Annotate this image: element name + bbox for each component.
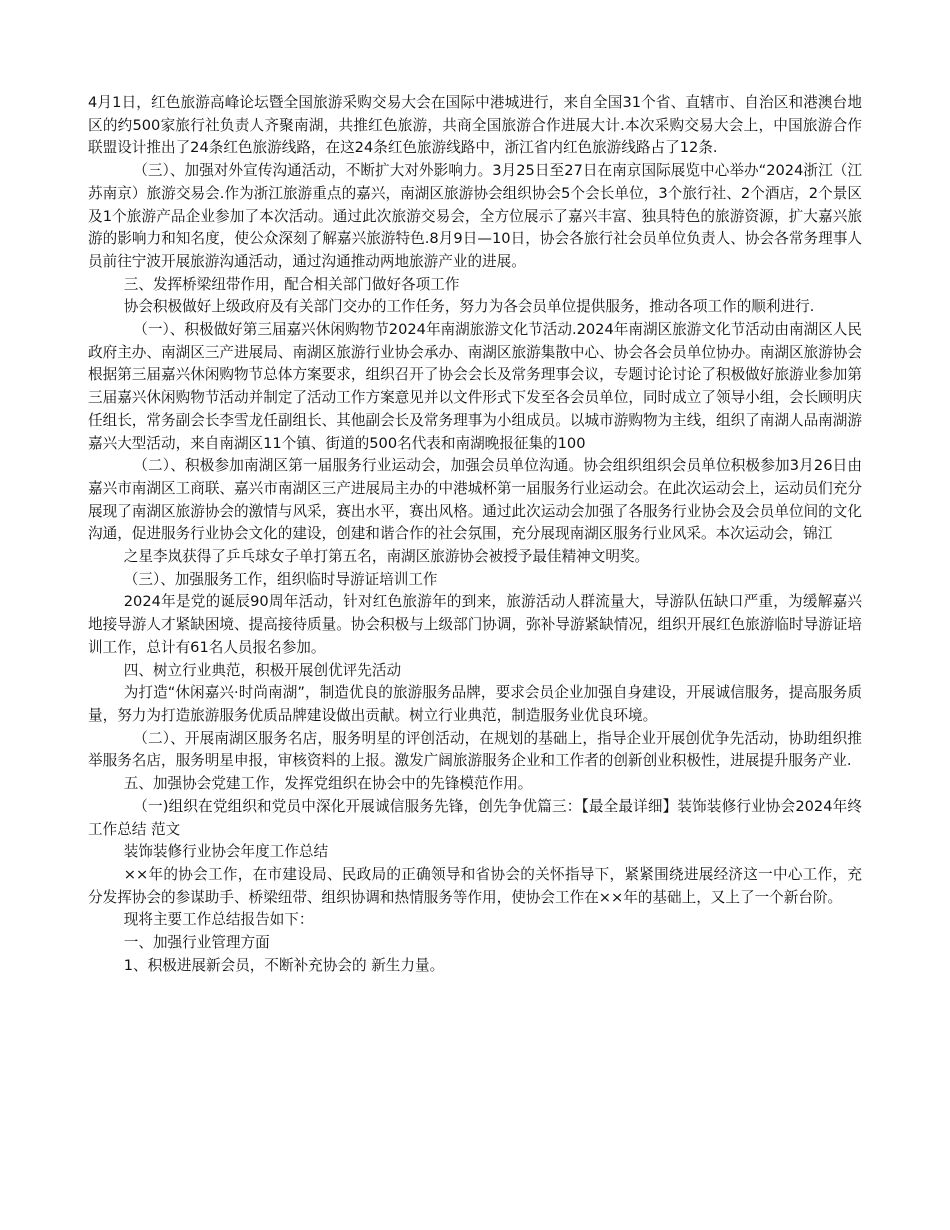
paragraph-association-work: ××年的协会工作，在市建设局、民政局的正确领导和省协会的关怀指导下，紧紧围绕进展经济这一中心工作，充分发挥协会的参谋助手、桥梁纽带、组织协调和热情服务等作用，使协会工作在××年的基础上，又上了一个新台阶。 [88, 865, 862, 906]
section-heading-industry-management: 一、加强行业管理方面 [123, 934, 270, 952]
section-heading-party-building: 五、加强协会党建工作，发挥党组织在协会中的先锋模范作用。 [123, 775, 533, 793]
section-heading-bridge-role: 三、发挥桥梁纽带作用，配合相关部门做好各项工作 [123, 275, 460, 293]
paragraph-service-brand: 为打造“休闲嘉兴·时尚南湖”，制造优良的旅游服务品牌，要求会员企业加强自身建设，开展诚信服务，提高服务质量，努力为打造旅游服务优质品牌建设做出贡献。树立行业典范，制造服务业优良环境。 [88, 684, 862, 724]
paragraph-purchase-conference: 4月1日，红色旅游高峰论坛暨全国旅游采购交易大会在国际中港城进行，来自全国31个省、直辖市、自治区和港澳台地区的约500家旅行社负责人齐聚南湖，共推红色旅游，共商全国旅游合作进展大计.本次采购交易大会上，中国旅游合作联盟设计推出了24条红色旅游线路，在这24条红色旅游线路中，浙江省内红色旅游线路占了12条. [88, 94, 862, 157]
paragraph-sports-games: （二）、积极参加南湖区第一届服务行业运动会，加强会员单位沟通。协会组织组织会员单位积极参加3月26日由嘉兴市南湖区工商联、嘉兴市南湖区三产进展局主办的中港城杯第一届服务行业运动会。在此次运动会上，运动员们充分展现了南湖区旅游协会的激情与风采，赛出水平，赛出风格。通过此次运动会加强了各服务行业协会及会员单位间的文化沟通，促进服务行业协会文化的建设，创建和谐合作的社会氛围，充分展现南湖区服务行业风采。本次运动会，锦江 [88, 457, 862, 543]
paragraph-integrity-service: （一)组织在党组织和党员中深化开展诚信服务先锋，创先争优篇三：【最全最详细】装饰装修行业协会2024年终工作总结 范文 [88, 797, 862, 838]
paragraph-report-intro: 现将主要工作总结报告如下： [123, 911, 314, 929]
paragraph-new-members: 1、积极进展新会员，不断补充协会的 新生力量。 [123, 956, 445, 974]
paragraph-award-result: 之星李岚获得了乒乓球女子单打第五名，南湖区旅游协会被授予最佳精神文明奖。 [123, 548, 650, 566]
paragraph-shopping-festival: （一）、积极做好第三届嘉兴休闲购物节2024年南湖旅游文化节活动.2024年南湖区旅游文化节活动由南湖区人民政府主办、南湖区三产进展局、南湖区旅游行业协会承办、南湖区旅游集散中心、协会各会员单位协办。南湖区旅游协会根据第三届嘉兴休闲购物节总体方案要求，组织召开了协会会长及常务理事会议，专题讨论讨论了积极做好旅游业参加第三届嘉兴休闲购物节活动并制定了活动工作方案意见并以文件形式下发至各会员单位，同时成立了领导小组，会长顾明庆任组长，常务副会长李雪龙任副组长、其他副会长及常务理事为小组成员。以城市游购物为主线，组织了南湖人品南湖游嘉兴大型活动，来自南湖区11个镇、街道的500名代表和南湖晚报征集的100 [88, 321, 862, 452]
paragraph-guide-training: 2024年是党的诞辰90周年活动，针对红色旅游年的到来，旅游活动人群流量大，导游队伍缺口严重，为缓解嘉兴地接导游人才紧缺困境、提高接待质量。协会积极与上级部门协调，弥补导游紧缺情况，组织开展红色旅游临时导游证培训工作，总计有61名人员报名参加。 [88, 593, 862, 656]
document-page [88, 92, 862, 977]
paragraph-publicity-activity: （三）、加强对外宣传沟通活动，不断扩大对外影响力。3月25日至27日在南京国际展览中心举办“2024浙江（江苏南京）旅游交易会.作为浙江旅游重点的嘉兴，南湖区旅游协会组织协会5个会长单位，3个旅行社、2个酒店，2个景区及1个旅游产品企业参加了本次活动。通过此次旅游交易会，全方位展示了嘉兴丰富、独具特色的旅游资源，扩大嘉兴旅游的影响力和知名度，使公众深刻了解嘉兴旅游特色.8月9日—10日，协会各旅行社会员单位负责人、协会各常务理事人员前往宁波开展旅游沟通活动，通过沟通推动两地旅游产业的进展。 [88, 162, 862, 270]
section-heading-industry-model: 四、树立行业典范，积极开展创优评先活动 [123, 661, 402, 679]
paragraph-star-service: （二）、开展南湖区服务名店，服务明星的评创活动，在规划的基础上，指导企业开展创优争先活动，协助组织推举服务名店，服务明星申报，审核资料的上报。激发广阔旅游服务企业和工作者的创新创业积极性，进展提升服务产业. [88, 729, 862, 770]
subheading-guide-training: （三）、加强服务工作，组织临时导游证培训工作 [123, 570, 438, 588]
paragraph-government-tasks: 协会积极做好上级政府及有关部门交办的工作任务，努力为各会员单位提供服务，推动各项工作的顺利进行. [123, 298, 815, 316]
subtitle-annual-summary: 装饰装修行业协会年度工作总结 [123, 843, 329, 861]
